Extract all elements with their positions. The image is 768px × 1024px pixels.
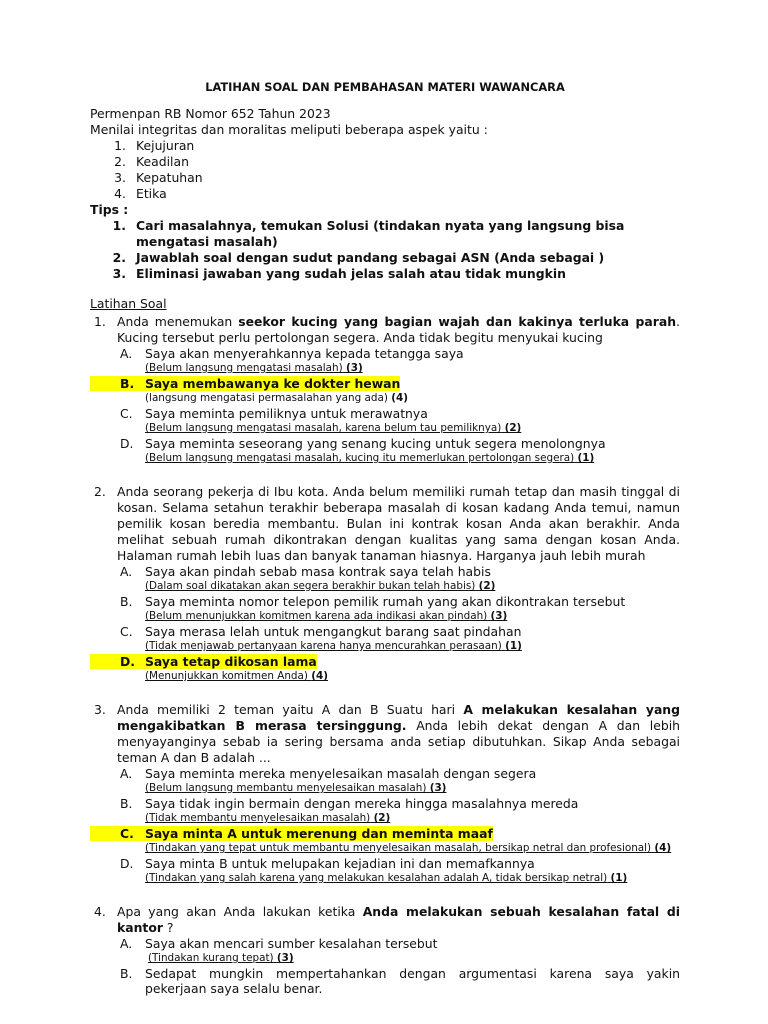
list-item: 1. Kejujuran xyxy=(114,138,195,153)
practice-section xyxy=(90,296,680,996)
option-a: A. Saya akan menyerahkannya kepada tetangga saya xyxy=(120,346,464,361)
option-b: B. Saya meminta nomor telepon pemilik rumah yang akan dikontrakan tersebut xyxy=(120,594,626,609)
option-b: B. Saya tidak ingin bermain dengan mereka hingga masalahnya mereda xyxy=(120,796,579,811)
option-b: B. Saya membawanya ke dokter hewan xyxy=(90,376,680,391)
option-c: C. Saya meminta pemiliknya untuk merawatnya xyxy=(120,406,428,421)
option-note: (Dalam soal dikatakan akan segera berakhir bukan telah habis) (2) xyxy=(145,580,496,592)
option-note: (Tindakan kurang tepat) (3) xyxy=(148,952,294,964)
question-1: 1. Anda menemukan seekor kucing yang bagian wajah dan kakinya terluka parah. Kucing tersebut perlu pertolongan segera. Anda tidak begitu menyukai kucing xyxy=(94,314,680,345)
option-note: (Tidak menjawab pertanyaan karena hanya mencurahkan perasaan) (1) xyxy=(145,640,522,652)
list-item: 1. Cari masalahnya, temukan Solusi (tindakan nyata yang langsung bisa mengatasi masalah) xyxy=(112,218,625,249)
question-3: 3. Anda memiliki 2 teman yaitu A dan B Suatu hari A melakukan kesalahan yang mengakibatkan B merasa tersinggung. Anda lebih dekat dengan A dan lebih menyayanginya sebab ia sering bersama anda setiap dibutuhkan. Sikap Anda sebagai teman A dan B adalah ... xyxy=(94,702,680,765)
option-a: A. Saya meminta mereka menyelesaikan masalah dengan segera xyxy=(120,766,537,781)
list-item: 4. Etika xyxy=(114,186,167,201)
list-item: 2. Jawablah soal dengan sudut pandang sebagai ASN (Anda sebagai ) xyxy=(112,250,605,265)
question-4: 4. Apa yang akan Anda lakukan ketika Anda melakukan sebuah kesalahan fatal di kantor ? xyxy=(94,904,681,935)
option-note: (Belum langsung mengatasi masalah, karena belum tau pemiliknya) (2) xyxy=(145,422,522,434)
option-note: (Tidak membantu menyelesaikan masalah) (2) xyxy=(145,812,391,824)
option-b: B. Sedapat mungkin mempertahankan dengan argumentasi karena saya yakin pekerjaan saya selalu benar. xyxy=(120,966,680,996)
option-d: D. Saya minta B untuk melupakan kejadian ini dan memafkannya xyxy=(120,856,535,871)
option-note: (Belum langsung mengatasi masalah, kucing itu memerlukan pertolongan segera) (1) xyxy=(145,452,595,464)
option-d: D. Saya meminta seseorang yang senang kucing untuk segera menolongnya xyxy=(120,436,606,451)
list-item: 3. Eliminasi jawaban yang sudah jelas salah atau tidak mungkin xyxy=(112,266,566,281)
option-note: (langsung mengatasi permasalahan yang ada) (4) xyxy=(145,392,408,404)
section-title: Latihan Soal xyxy=(90,296,167,311)
question-2: 2. Anda seorang pekerja di Ibu kota. Anda belum memiliki rumah tetap dan masih tinggal di kosan. Selama setahun terakhir beberapa masalah di kosan kadang Anda temui, namun pemilik kosan beredia membantu. Bulan ini kontrak kosan Anda akan berakhir. Anda melihat sebuah rumah dikontrakan dengan kualitas yang sama dengan kosan Anda. Halaman rumah lebih luas dan banyak tanaman hiasnya. Harganya jauh lebih murah xyxy=(94,484,680,563)
aspect-list xyxy=(90,138,680,202)
option-d: D. Saya tetap dikosan lama xyxy=(90,654,680,669)
list-item: 2. Keadilan xyxy=(114,154,189,169)
option-c: C. Saya minta A untuk merenung dan meminta maaf xyxy=(90,826,680,841)
assessment-intro: Menilai integritas dan moralitas meliputi beberapa aspek yaitu : xyxy=(90,122,488,137)
option-a: A. Saya akan mencari sumber kesalahan tersebut xyxy=(120,936,438,951)
option-note: (Menunjukkan komitmen Anda) (4) xyxy=(145,670,328,682)
option-c: C. Saya merasa lelah untuk mengangkut barang saat pindahan xyxy=(120,624,522,639)
tips-label: Tips : xyxy=(90,202,129,217)
tips-list xyxy=(90,218,680,282)
option-note: (Belum langsung membantu menyelesaikan masalah) (3) xyxy=(145,782,447,794)
list-item: 3. Kepatuhan xyxy=(114,170,203,185)
document-title: LATIHAN SOAL DAN PEMBAHASAN MATERI WAWANCARA xyxy=(205,80,565,94)
option-a: A. Saya akan pindah sebab masa kontrak saya telah habis xyxy=(120,564,491,579)
regulation-line: Permenpan RB Nomor 652 Tahun 2023 xyxy=(90,106,331,121)
option-note: (Tindakan yang salah karena yang melakukan kesalahan adalah A, tidak bersikap netral) (1) xyxy=(145,872,628,884)
option-note: (Belum langsung mengatasi masalah) (3) xyxy=(145,362,363,374)
option-note: (Tindakan yang tepat untuk membantu menyelesaikan masalah, bersikap netral dan profesional) (4) xyxy=(145,842,672,854)
option-note: (Belum menunjukkan komitmen karena ada indikasi akan pindah) (3) xyxy=(145,610,508,622)
